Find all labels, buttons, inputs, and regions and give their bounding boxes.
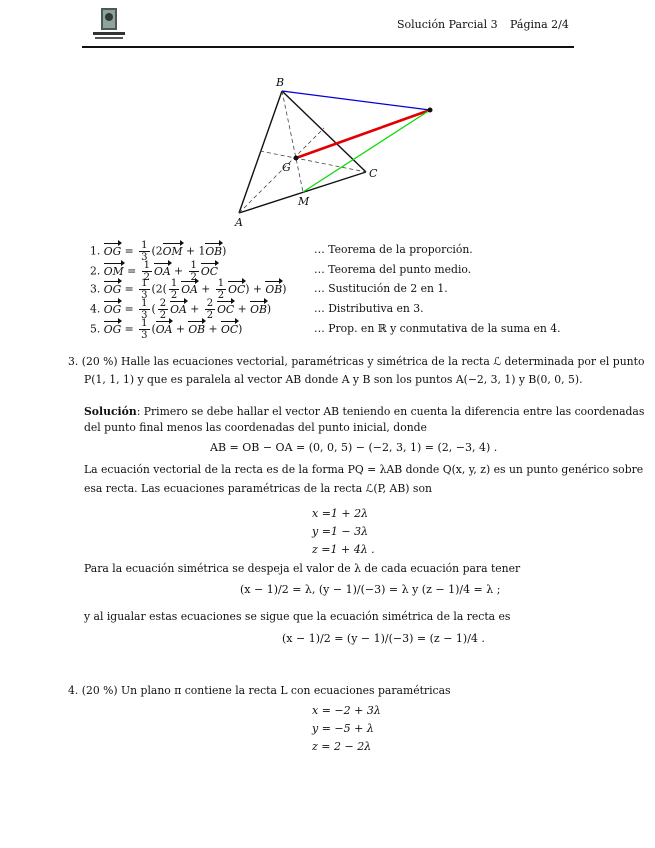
equation-ab: AB = OB − OA = (0, 0, 5) − (−2, 3, 1) = (2, −3, 4) . [210, 441, 498, 454]
step-5-reason: … Prop. en ℝ y conmutativa de la suma en 4. [314, 322, 561, 335]
vector-eq-line-1: La ecuación vectorial de la recta es de la forma PQ = λAB donde Q(x, y, z) es un punto genérico sobre [84, 463, 644, 476]
symmetric-intro: Para la ecuación simétrica se despeja el valor de λ de cada ecuación para tener [84, 562, 521, 575]
problem-weight: (20 %) [81, 684, 118, 697]
step-2: 2. OM = $\frac{1}{2}$ OA + $\frac{1}{2}$ OC [90, 260, 219, 283]
segment-blue [282, 91, 430, 110]
solution-line-2: del punto final menos las coordenadas del punto inicial, donde [84, 421, 427, 434]
median-bm [282, 91, 303, 192]
label-b: B [276, 76, 285, 89]
symmetric-equation-final: (x − 1)/2 = (y − 1)/(−3) = (z − 1)/4 . [282, 632, 485, 645]
step-number: 4. [90, 302, 101, 316]
step-number: 5. [90, 322, 101, 336]
param-x: x =1 + 2λ [312, 507, 369, 520]
step-2-reason: … Teorema del punto medio. [314, 263, 472, 276]
step-4: 4. OG = $\frac{1}{3}$ ( $\frac{2}{2}$ OA + $\frac{2}{2}$ OC + OB) [90, 298, 272, 321]
header-course-title: Solución Parcial 3 [397, 18, 498, 31]
solution-label: Solución [84, 405, 137, 418]
segment-red [296, 110, 430, 158]
edge-ba [239, 91, 282, 213]
problem-4-line-1 [68, 684, 451, 697]
label-g: G [282, 161, 291, 174]
header-page-number: Página 2/4 [510, 18, 569, 31]
param-z: z =1 + 4λ . [312, 543, 375, 556]
step-3-reason: … Sustitución de 2 en 1. [314, 282, 448, 295]
label-c: C [369, 167, 378, 180]
point-g [294, 156, 299, 161]
problem-3-line-2: P(1, 1, 1) y que es paralela al vector AB donde A y B son los puntos A(−2, 3, 1) y B(0, 0, 5). [84, 373, 583, 386]
symmetric-then: y al igualar estas ecuaciones se sigue que la ecuación simétrica de la recta es [84, 610, 511, 623]
p4-param-y: y = −5 + λ [312, 722, 374, 735]
step-4-reason: … Distributiva en 3. [314, 302, 424, 315]
step-1: 1. OG = $\frac{1}{3}$ (2OM + 1OB) [90, 240, 227, 263]
symmetric-equations: (x − 1)/2 = λ, (y − 1)/(−3) = λ y (z − 1)/4 = λ ; [240, 583, 501, 596]
problem-number: 4. [68, 684, 79, 697]
problem-text: Halle las ecuaciones vectorial, paramétricas y simétrica de la recta ℒ determinada por el punto [121, 355, 645, 368]
problem-text: Un plano π contiene la recta L con ecuaciones paramétricas [121, 684, 451, 697]
step-number: 3. [90, 282, 101, 296]
vector-eq-line-2: esa recta. Las ecuaciones paramétricas de la recta ℒ(P, AB) son [84, 482, 432, 495]
label-a: A [235, 216, 243, 229]
step-3: 3. OG = $\frac{1}{3}$ (2( $\frac{1}{2}$ OA + $\frac{1}{2}$ OC) + OB) [90, 278, 287, 301]
step-number: 1. [90, 244, 101, 258]
solution-text: : Primero se debe hallar el vector AB teniendo en cuenta la diferencia entre las coordenadas [136, 405, 645, 418]
problem-weight: (20 %) [81, 355, 118, 368]
p4-param-x: x = −2 + 3λ [312, 704, 381, 717]
point-o [428, 108, 433, 113]
segment-green [303, 110, 430, 192]
problem-number: 3. [68, 355, 79, 368]
solution-line-1 [84, 405, 644, 418]
p4-param-z: z = 2 − 2λ [312, 740, 372, 753]
problem-3-line-1 [68, 355, 644, 368]
label-m: M [298, 195, 310, 208]
tetrahedron-figure [0, 0, 655, 240]
step-number: 2. [90, 264, 101, 278]
step-5: 5. OG = $\frac{1}{3}$ (OA + OB + OC) [90, 318, 243, 341]
step-1-reason: … Teorema de la proporción. [314, 243, 473, 256]
param-y: y =1 − 3λ [312, 525, 369, 538]
